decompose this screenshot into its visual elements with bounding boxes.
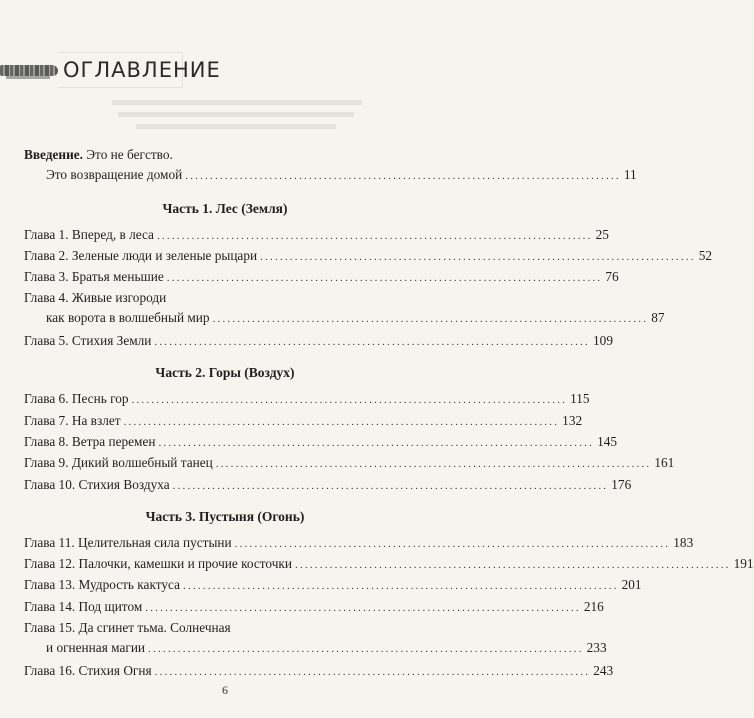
dot-leader: ........................................................................................ (154, 336, 591, 349)
chapter-title: Глава 11. Целительная сила пустыни (24, 534, 232, 550)
chapter-page-number: 132 (562, 412, 583, 428)
toc-entry[interactable] (24, 432, 618, 453)
page-title: ОГЛАВЛЕНИЕ (63, 58, 221, 82)
dot-leader: ........................................................................................ (131, 394, 568, 407)
chapter-page-number: 76 (605, 269, 619, 285)
chapter-title: Глава 3. Братья меньшие (24, 269, 164, 285)
table-of-contents (24, 145, 754, 682)
chapter-title: Глава 8. Ветра перемен (24, 433, 156, 449)
chapter-page-number: 201 (621, 577, 642, 593)
chapter-title: Глава 5. Стихия Земли (24, 333, 152, 349)
chapter-title: Глава 6. Песнь гор (24, 391, 129, 407)
dot-leader: ........................................................................................ (172, 479, 609, 492)
chapter-title: Глава 4. Живые изгороди (24, 290, 167, 306)
dot-leader: ........................................................................................ (158, 436, 595, 449)
toc-entry[interactable] (24, 331, 613, 352)
toc-entry[interactable] (24, 475, 632, 496)
intro-label: Введение. (24, 147, 83, 162)
chapter-page-number: 52 (698, 247, 713, 263)
toc-entry[interactable] (24, 389, 590, 410)
part-heading: Часть 3. Пустыня (Огонь) (145, 508, 305, 524)
chapter-title: Глава 16. Стихия Огня (24, 662, 152, 678)
dot-leader: ........................................................................................ (156, 229, 593, 242)
chapter-title: Глава 9. Дикий волшебный танец (24, 455, 213, 471)
brush-stroke-decoration-underline (6, 76, 50, 79)
chapter-page-number: 145 (597, 433, 618, 449)
chapter-title: Глава 13. Мудрость кактуса (24, 577, 180, 593)
chapter-title: Глава 1. Вперед, в леса (24, 226, 154, 242)
toc-entry[interactable] (24, 225, 609, 246)
chapter-title: Глава 10. Стихия Воздуха (24, 476, 170, 492)
toc-entry[interactable] (24, 661, 614, 682)
intro-title-continued: Это возвращение домой (46, 167, 183, 182)
chapter-title-continued: и огненная магии (46, 640, 146, 656)
toc-entry[interactable] (24, 246, 713, 267)
intro-page-number: 11 (623, 167, 637, 182)
brush-stroke-decoration (0, 65, 58, 76)
toc-entry[interactable] (24, 453, 675, 474)
dot-leader: ........................................................................................ (260, 250, 696, 263)
dot-leader: ........................................................................................ (215, 458, 652, 471)
bleed-through-text (118, 112, 354, 117)
chapter-page-number: 183 (673, 534, 694, 550)
chapter-page-number: 115 (570, 391, 590, 407)
intro-title: Это не бегство. (86, 147, 173, 162)
dot-leader: ........................................................................................ (185, 170, 621, 182)
chapter-page-number: 176 (611, 476, 632, 492)
toc-entry-intro[interactable] (24, 145, 637, 188)
chapter-page-number: 109 (593, 333, 613, 349)
chapter-page-number: 243 (593, 662, 614, 678)
bleed-through-text (136, 124, 336, 129)
chapter-page-number: 191 (733, 556, 754, 572)
dot-leader: ........................................................................................ (166, 272, 603, 285)
chapter-title: Глава 12. Палочки, камешки и прочие косточки (24, 556, 292, 572)
toc-entry[interactable] (24, 288, 665, 331)
chapter-page-number: 25 (595, 226, 609, 242)
dot-leader: ........................................................................................ (234, 537, 671, 550)
chapter-page-number: 233 (586, 640, 607, 656)
bleed-through-text (112, 100, 362, 105)
part-heading: Часть 2. Горы (Воздух) (155, 365, 295, 381)
chapter-page-number: 216 (583, 598, 604, 614)
toc-entry[interactable] (24, 267, 619, 288)
dot-leader: ........................................................................................ (145, 601, 581, 614)
page-number: 6 (222, 683, 228, 697)
toc-entry[interactable] (24, 618, 607, 661)
toc-entry[interactable] (24, 597, 604, 618)
dot-leader: ........................................................................................ (295, 559, 731, 572)
dot-leader: ........................................................................................ (154, 665, 591, 678)
dot-leader: ........................................................................................ (183, 580, 619, 593)
dot-leader: ........................................................................................ (123, 415, 560, 428)
dot-leader: ........................................................................................ (212, 313, 649, 326)
toc-entry[interactable] (24, 411, 583, 432)
toc-entry[interactable] (24, 554, 754, 575)
toc-header (0, 52, 450, 92)
chapter-title: Глава 14. Под щитом (24, 598, 143, 614)
chapter-title: Глава 7. На взлет (24, 412, 121, 428)
chapter-title: Глава 15. Да сгинет тьма. Солнечная (24, 620, 231, 636)
chapter-title-continued: как ворота в волшебный мир (46, 310, 210, 326)
toc-entry[interactable] (24, 575, 642, 596)
dot-leader: ........................................................................................ (148, 643, 584, 656)
toc-entry[interactable] (24, 533, 694, 554)
chapter-page-number: 87 (651, 310, 665, 326)
chapter-page-number: 161 (654, 455, 675, 471)
chapter-title: Глава 2. Зеленые люди и зеленые рыцари (24, 247, 258, 263)
part-heading: Часть 1. Лес (Земля) (162, 200, 288, 216)
